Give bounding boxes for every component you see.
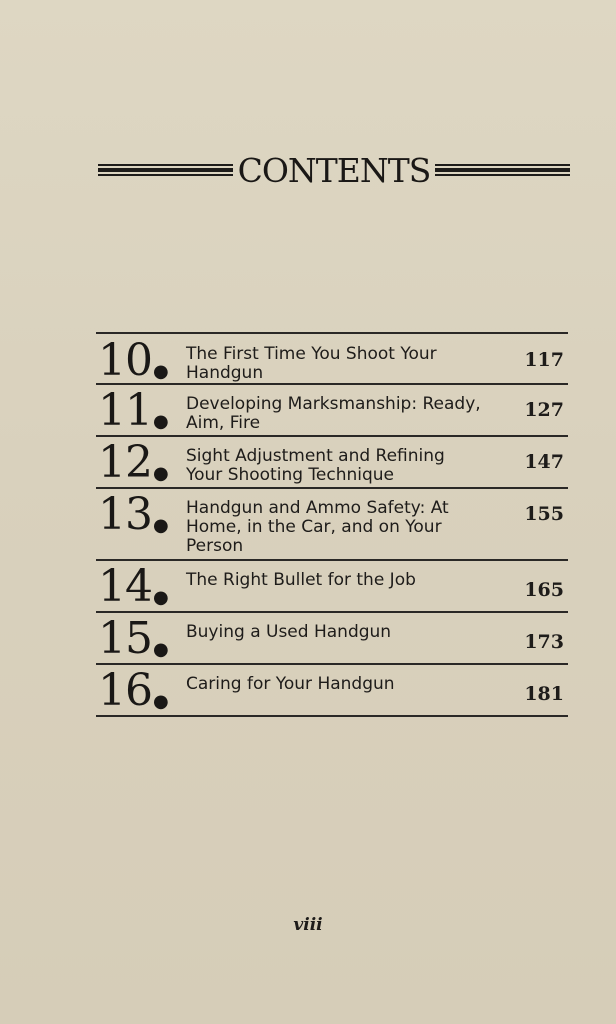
page-number: 117 xyxy=(524,349,564,371)
page-number: 173 xyxy=(524,631,564,653)
chapter-number: 10 xyxy=(98,335,152,386)
chapter-number: 12 xyxy=(98,437,152,488)
toc-top-rule xyxy=(96,332,568,334)
table-of-contents xyxy=(96,332,568,717)
chapter-title: Caring for Your Handgun xyxy=(186,674,395,694)
page-title: CONTENTS xyxy=(237,150,431,190)
chapter-number: 16 xyxy=(98,665,152,716)
chapter-title: Developing Marksmanship: Ready, Aim, Fire xyxy=(186,394,481,433)
page-number: 127 xyxy=(524,399,564,421)
chapter-title: Buying a Used Handgun xyxy=(186,622,392,642)
chapter-number: 13 xyxy=(98,489,152,540)
page-number: 165 xyxy=(524,579,564,601)
left-decorative-rule xyxy=(98,164,233,176)
page-number: 155 xyxy=(524,503,564,525)
chapter-number: 11 xyxy=(98,385,152,436)
page-folio: viii xyxy=(293,915,323,935)
chapter-number: 14 xyxy=(98,561,152,612)
chapter-number: 15 xyxy=(98,613,152,664)
toc-entry-12: 12● Sight Adjustment and Refining Your Shooting Technique 147 xyxy=(96,437,568,489)
toc-entry-11: 11● Developing Marksmanship: Ready, Aim, Fire 127 xyxy=(96,385,568,437)
right-decorative-rule xyxy=(435,164,570,176)
toc-entry-13: 13● Handgun and Ammo Safety: At Home, in the Car, and on Your Person 155 xyxy=(96,489,568,561)
toc-entry-16: 16● Caring for Your Handgun 181 xyxy=(96,665,568,717)
chapter-title: Sight Adjustment and Refining Your Shooting Technique xyxy=(186,446,445,485)
page-number: 181 xyxy=(524,683,564,705)
toc-entry-10: 10● The First Time You Shoot Your Handgun 117 xyxy=(96,335,568,385)
chapter-title: The Right Bullet for the Job xyxy=(186,570,416,590)
page-number: 147 xyxy=(524,451,564,473)
chapter-title: Handgun and Ammo Safety: At Home, in the Car, and on Your Person xyxy=(186,498,449,556)
toc-entry-14: 14● The Right Bullet for the Job 165 xyxy=(96,561,568,613)
chapter-title: The First Time You Shoot Your Handgun xyxy=(186,344,437,383)
toc-entry-15: 15● Buying a Used Handgun 173 xyxy=(96,613,568,665)
contents-header xyxy=(98,150,570,190)
